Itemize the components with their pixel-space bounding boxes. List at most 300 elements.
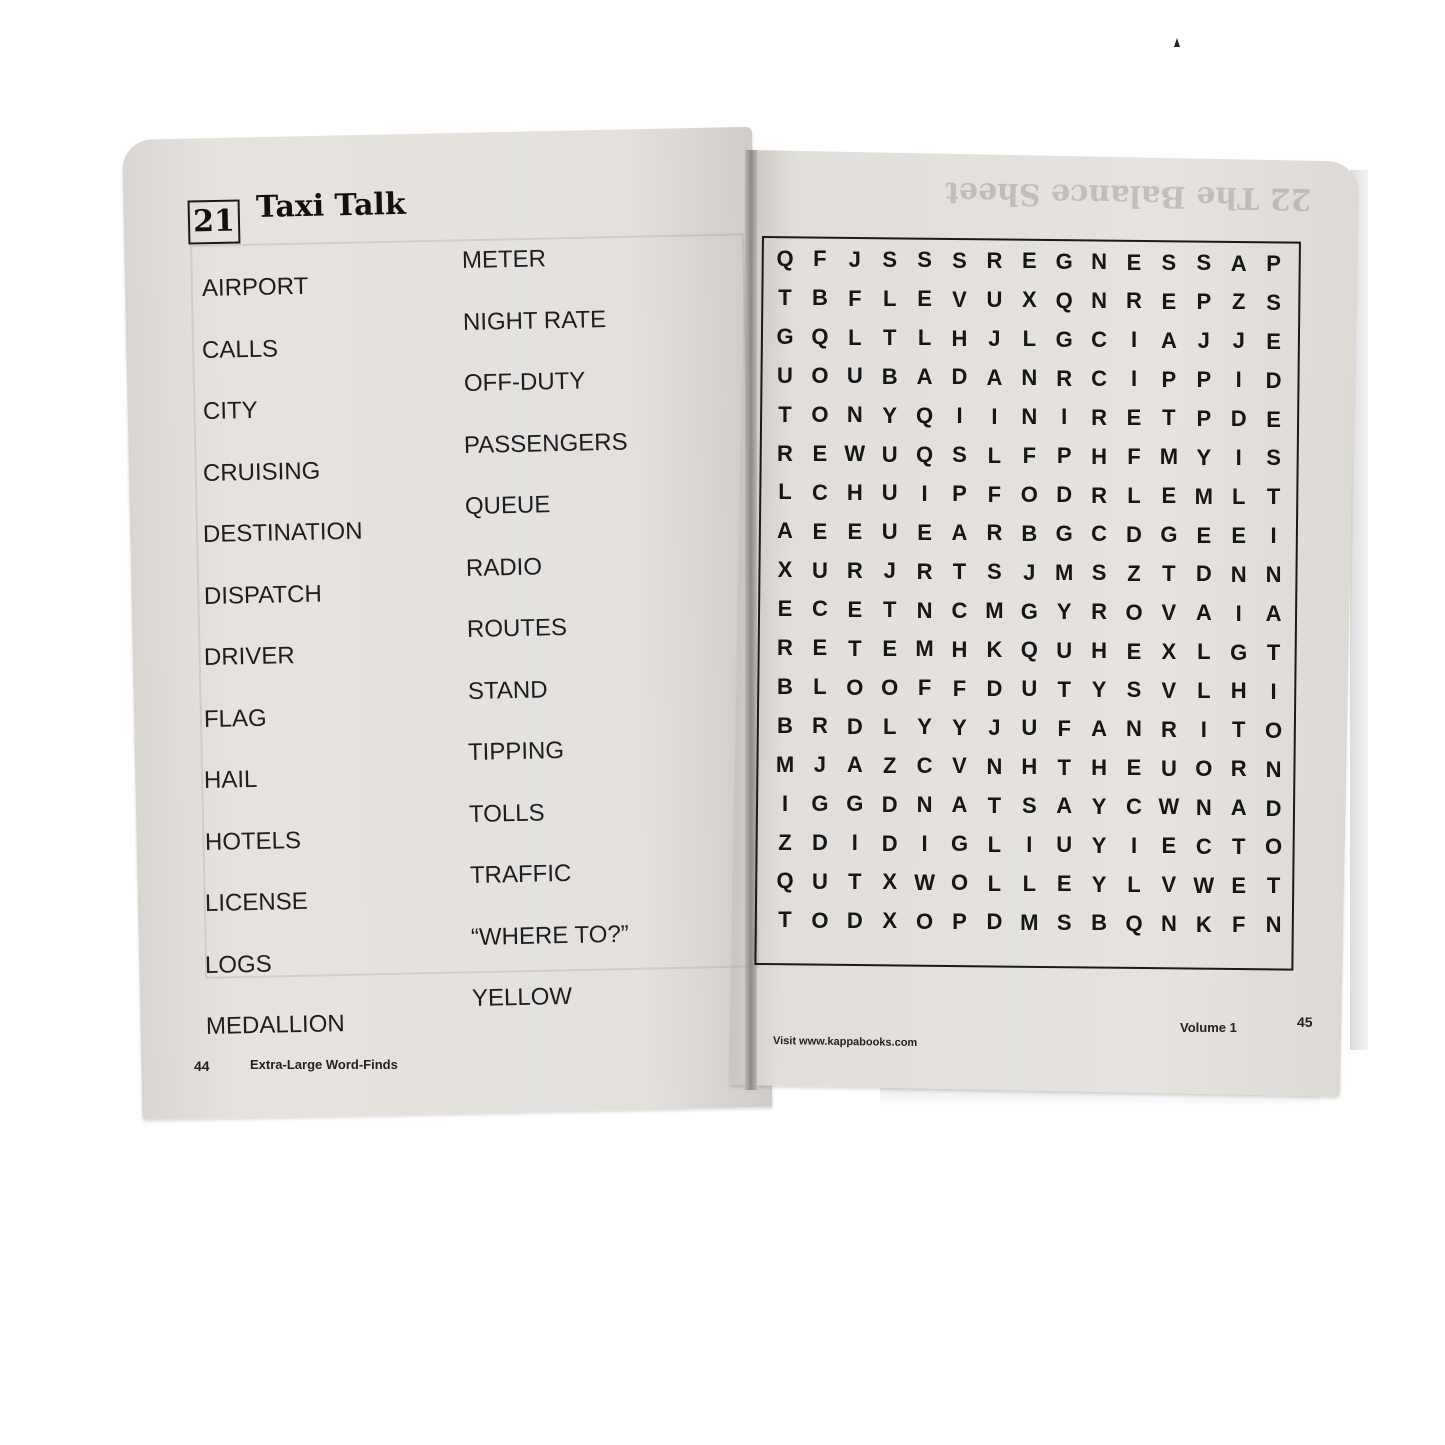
grid-letter: U	[1021, 715, 1038, 741]
volume-footer: Volume 1	[1180, 1020, 1237, 1035]
grid-letter: U	[1056, 832, 1073, 858]
word-item: CALLS	[202, 334, 279, 364]
grid-letter: T	[778, 401, 792, 427]
grid-letter: J	[883, 558, 896, 584]
grid-letter: R	[1056, 365, 1073, 391]
grid-letter: C	[951, 597, 968, 623]
word-item: AIRPORT	[201, 272, 309, 302]
grid-letter: F	[1127, 444, 1141, 469]
grid-letter: H	[951, 636, 968, 662]
word-item: MEDALLION	[205, 1010, 345, 1040]
grid-letter: T	[848, 635, 862, 661]
left-page-number: 44	[194, 1058, 210, 1074]
grid-letter: B	[777, 712, 793, 738]
grid-letter: L	[1197, 678, 1211, 704]
word-item: TOLLS	[468, 798, 546, 828]
grid-letter: F	[917, 675, 932, 701]
grid-letter: L	[1127, 482, 1141, 508]
book-title-footer: Extra-Large Word-Finds	[250, 1057, 398, 1072]
grid-letter: K	[1195, 911, 1212, 937]
grid-letter: G	[811, 790, 829, 816]
word-item: CRUISING	[202, 457, 321, 487]
grid-letter: A	[916, 364, 933, 390]
grid-letter: A	[1195, 600, 1212, 626]
grid-letter: D	[846, 713, 863, 739]
word-item: LOGS	[205, 950, 273, 979]
grid-letter: W	[844, 441, 866, 467]
grid-letter: N	[916, 597, 933, 623]
grid-letter: F	[848, 285, 862, 311]
grid-letter: N	[1091, 288, 1108, 314]
grid-letter: U	[1056, 637, 1073, 663]
grid-letter: N	[1021, 365, 1038, 391]
grid-letter: C	[1091, 326, 1108, 352]
grid-letter: I	[1270, 523, 1277, 549]
grid-letter: L	[882, 713, 897, 739]
grid-letter: A	[951, 792, 968, 818]
grid-letter: Q	[776, 246, 794, 271]
word-item: QUEUE	[464, 491, 551, 520]
grid-letter: E	[812, 518, 828, 544]
grid-letter: Q	[1055, 287, 1073, 313]
grid-letter: N	[1160, 911, 1177, 937]
grid-letter: Y	[917, 714, 932, 740]
grid-letter: I	[1130, 833, 1138, 858]
grid-letter: E	[1266, 328, 1281, 354]
grid-letter: H	[846, 480, 863, 506]
grid-letter: I	[1026, 831, 1033, 857]
grid-letter: T	[1266, 873, 1281, 899]
grid-letter: D	[811, 829, 828, 855]
grid-letter: N	[1126, 716, 1142, 742]
grid-letter: N	[1265, 912, 1282, 938]
grid-letter: S	[1126, 677, 1142, 703]
grid-letter: L	[917, 325, 932, 351]
grid-letter: C	[916, 753, 933, 779]
grid-letter: U	[1160, 755, 1177, 781]
grid-letter: M	[1055, 560, 1074, 585]
grid-letter: O	[916, 908, 934, 934]
grid-letter: E	[847, 596, 863, 622]
grid-letter: I	[781, 790, 789, 816]
grid-letter: Q	[916, 403, 934, 428]
grid-letter: Q	[1125, 910, 1143, 936]
grid-letter: I	[1130, 327, 1138, 353]
grid-letter: R	[1091, 404, 1108, 430]
grid-letter: E	[917, 286, 932, 312]
grid-letter: O	[1265, 717, 1283, 743]
grid-letter: O	[811, 363, 829, 389]
grid-letter: M	[1159, 444, 1179, 470]
grid-letter: E	[1126, 755, 1142, 781]
grid-letter: T	[1162, 561, 1176, 587]
word-item: STAND	[467, 675, 548, 705]
grid-letter: U	[881, 441, 898, 467]
word-item: HOTELS	[204, 826, 301, 856]
grid-letter: V	[1161, 872, 1177, 898]
grid-letter: Q	[811, 324, 829, 350]
grid-letter: E	[1126, 249, 1142, 275]
grid-letter: N	[1265, 756, 1282, 782]
grid-letter: M	[985, 598, 1004, 624]
grid-letter: A	[777, 518, 793, 544]
grid-letter: I	[1270, 678, 1277, 704]
grid-letter: F	[1231, 911, 1246, 937]
word-item: DRIVER	[203, 642, 295, 671]
word-item: CITY	[202, 396, 258, 425]
grid-letter: I	[921, 480, 928, 506]
grid-letter: T	[952, 558, 967, 584]
grid-letter: R	[986, 248, 1003, 274]
grid-letter: T	[1057, 754, 1071, 780]
grid-letter: S	[1056, 910, 1072, 936]
grid-letter: C	[1126, 794, 1142, 820]
grid-letter: N	[1230, 561, 1247, 587]
grid-letter: X	[882, 908, 898, 934]
grid-letter: O	[1265, 834, 1283, 860]
grid-letter: O	[811, 401, 829, 427]
grid-letter: W	[1193, 872, 1215, 898]
grid-letter: O	[1125, 599, 1143, 625]
grid-letter: N	[1091, 249, 1108, 275]
grid-letter: N	[986, 753, 1003, 779]
grid-letter: J	[1232, 328, 1245, 354]
grid-letter: U	[986, 287, 1003, 312]
grid-letter: S	[987, 559, 1002, 585]
word-item: NIGHT RATE	[462, 305, 607, 336]
word-item: PASSENGERS	[464, 428, 629, 459]
grid-letter: Y	[1091, 832, 1107, 858]
grid-letter: R	[1230, 756, 1247, 782]
grid-letter: G	[1230, 639, 1248, 665]
grid-letter: P	[952, 481, 967, 507]
grid-letter: B	[811, 285, 828, 311]
grid-letter: F	[987, 481, 1002, 507]
grid-letter: H	[951, 325, 968, 351]
grid-letter: J	[848, 246, 861, 272]
grid-letter: E	[1196, 522, 1212, 548]
grid-letter: C	[1091, 521, 1108, 547]
grid-letter: P	[1266, 250, 1281, 276]
word-item: ROUTES	[466, 613, 568, 643]
grid-letter: T	[1266, 484, 1281, 510]
grid-letter: Q	[1020, 637, 1038, 663]
grid-letter: N	[1195, 794, 1212, 820]
grid-letter: U	[881, 519, 898, 545]
grid-letter: E	[1021, 248, 1037, 274]
grid-letter: D	[986, 676, 1003, 701]
grid-letter: X	[1021, 287, 1037, 313]
grid-letter: P	[1161, 366, 1177, 392]
grid-letter: J	[1197, 328, 1210, 353]
grid-letter: S	[917, 247, 932, 273]
grid-letter: O	[950, 870, 969, 896]
grid-letter: P	[1056, 443, 1072, 469]
grid-letter: S	[952, 442, 967, 468]
website-footer: Visit www.kappabooks.com	[772, 1034, 918, 1050]
grid-letter: D	[951, 364, 968, 390]
grid-letter: D	[846, 908, 863, 933]
grid-letter: G	[1055, 248, 1073, 274]
grid-letter: L	[848, 324, 862, 350]
grid-letter: C	[1091, 365, 1108, 391]
grid-letter: E	[777, 596, 793, 622]
grid-letter: X	[882, 869, 898, 895]
grid-letter: S	[1266, 445, 1281, 471]
grid-letter: Y	[1091, 871, 1107, 897]
grid-letter: B	[777, 673, 793, 699]
grid-letter: O	[811, 907, 829, 933]
grid-letter: X	[777, 557, 793, 583]
grid-letter: L	[882, 285, 897, 311]
grid-letter: Z	[778, 829, 792, 855]
grid-letter: W	[914, 869, 935, 895]
grid-letter: K	[986, 637, 1003, 663]
grid-letter: U	[777, 362, 793, 388]
grid-letter: R	[1126, 288, 1142, 314]
grid-letter: R	[1091, 599, 1108, 625]
grid-letter: V	[1161, 599, 1177, 625]
grid-letter: L	[987, 870, 1002, 896]
grid-letter: E	[1231, 872, 1247, 898]
word-item: LICENSE	[204, 887, 308, 917]
grid-letter: F	[813, 246, 827, 272]
grid-letter: T	[1162, 405, 1176, 431]
grid-letter: F	[1022, 442, 1037, 468]
grid-letter: J	[1023, 559, 1036, 585]
grid-letter: H	[1021, 754, 1038, 780]
grid-letter: S	[1161, 249, 1177, 275]
grid-letter: I	[1235, 600, 1242, 626]
grid-letter: E	[917, 519, 932, 545]
grid-letter: A	[1160, 327, 1177, 353]
word-item: YELLOW	[471, 982, 572, 1012]
grid-letter: T	[987, 792, 1002, 818]
grid-letter: T	[1266, 639, 1281, 665]
grid-letter: H	[1091, 754, 1108, 780]
word-item: OFF-DUTY	[463, 367, 586, 397]
grid-letter: M	[1194, 483, 1213, 509]
grid-letter: G	[776, 323, 794, 349]
grid-letter: S	[1091, 560, 1107, 586]
grid-letter: P	[1196, 366, 1212, 392]
grid-letter: I	[991, 403, 998, 429]
grid-letter: E	[1161, 483, 1177, 509]
grid-letter: T	[1231, 834, 1246, 860]
word-item: TIPPING	[468, 736, 565, 766]
grid-letter: D	[986, 909, 1003, 935]
grid-letter: E	[1161, 288, 1177, 314]
grid-letter: F	[1057, 715, 1071, 741]
grid-letter: T	[882, 597, 897, 623]
grid-letter: L	[987, 442, 1002, 468]
grid-letter: Y	[1091, 677, 1107, 703]
word-item: DESTINATION	[202, 517, 363, 548]
grid-letter: T	[1057, 676, 1071, 702]
grid-letter: S	[1021, 793, 1037, 819]
grid-letter: I	[1200, 717, 1207, 742]
grid-letter: H	[1091, 638, 1108, 664]
grid-letter: U	[811, 868, 828, 894]
grid-letter: E	[1161, 833, 1177, 859]
grid-letter: N	[846, 402, 863, 428]
grid-letter: A	[986, 364, 1003, 390]
grid-letter: F	[952, 675, 967, 701]
grid-letter: A	[1056, 793, 1073, 819]
grid-letter: J	[988, 325, 1001, 351]
grid-letter: N	[1265, 562, 1282, 588]
grid-letter: E	[1266, 406, 1281, 432]
grid-letter: Z	[1127, 560, 1141, 586]
grid-letter: R	[846, 557, 863, 583]
grid-letter: G	[1055, 326, 1073, 352]
grid-letter: R	[986, 520, 1003, 546]
grid-letter: R	[777, 635, 793, 660]
grid-letter: B	[1021, 520, 1038, 546]
grid-letter: E	[847, 519, 863, 544]
grid-letter: I	[1235, 367, 1242, 393]
grid-letter: Y	[1056, 598, 1072, 624]
grid-letter: N	[1021, 404, 1038, 430]
grid-letter: D	[881, 791, 898, 817]
grid-letter: A	[1265, 601, 1282, 626]
grid-letter: V	[1161, 677, 1177, 703]
word-item: FLAG	[203, 704, 268, 733]
grid-letter: M	[915, 636, 934, 662]
grid-letter: S	[952, 247, 967, 273]
grid-letter: T	[848, 869, 862, 895]
right-page-number: 45	[1297, 1014, 1313, 1030]
grid-letter: T	[778, 907, 792, 933]
grid-letter: D	[1056, 482, 1073, 508]
grid-letter: L	[987, 831, 1002, 857]
grid-letter: E	[812, 635, 828, 661]
grid-letter: G	[846, 791, 864, 817]
show-through-title: 22 The Balance Sheet	[944, 174, 1312, 217]
word-item: DISPATCH	[203, 580, 322, 610]
grid-letter: I	[1235, 445, 1242, 471]
grid-letter: R	[777, 440, 793, 466]
grid-letter: G	[1055, 521, 1073, 547]
puzzle-title: Taxi Talk	[255, 186, 407, 225]
grid-letter: G	[1160, 522, 1178, 548]
grid-letter: U	[881, 480, 898, 506]
grid-letter: O	[846, 674, 864, 700]
grid-letter: U	[846, 363, 863, 389]
grid-letter: T	[1231, 717, 1246, 743]
grid-letter: V	[952, 286, 967, 312]
word-item: HAIL	[204, 765, 259, 794]
grid-letter: T	[882, 324, 897, 350]
grid-letter: L	[1022, 326, 1037, 352]
grid-letter: A	[951, 520, 968, 546]
grid-letter: L	[1127, 871, 1141, 897]
grid-letter: R	[916, 558, 933, 584]
grid-letter: A	[1230, 250, 1247, 276]
grid-letter: L	[813, 674, 827, 700]
grid-letter: D	[1126, 521, 1142, 547]
grid-letter: Q	[776, 868, 794, 894]
speck	[1174, 38, 1180, 47]
grid-letter: M	[1020, 909, 1039, 935]
grid-letter: C	[1195, 833, 1212, 859]
grid-letter: Y	[952, 714, 967, 740]
grid-letter: T	[778, 284, 792, 310]
grid-letter: B	[1091, 910, 1108, 936]
grid-letter: H	[1091, 443, 1108, 469]
grid-letter: L	[1197, 639, 1211, 665]
grid-letter: D	[1265, 367, 1282, 393]
grid-letter: I	[921, 830, 928, 856]
grid-letter: I	[1130, 366, 1138, 392]
grid-letter: R	[1160, 716, 1177, 742]
grid-letter: J	[813, 752, 827, 778]
grid-letter: C	[811, 479, 828, 505]
grid-letter: E	[882, 636, 898, 662]
grid-letter: S	[882, 247, 898, 273]
grid-letter: L	[1022, 870, 1037, 896]
grid-letter: E	[812, 440, 828, 466]
grid-letter: D	[881, 830, 898, 856]
grid-letter: Q	[916, 441, 934, 467]
word-item: RADIO	[465, 552, 543, 582]
grid-letter: A	[1230, 795, 1247, 821]
grid-letter: E	[1126, 638, 1142, 664]
grid-letter: I	[851, 830, 858, 856]
grid-letter: P	[1196, 289, 1212, 315]
word-item: METER	[461, 245, 547, 274]
grid-letter: V	[952, 753, 967, 779]
grid-letter: D	[1230, 406, 1247, 432]
grid-letter: Z	[882, 752, 897, 778]
grid-letter: O	[1195, 755, 1213, 781]
grid-letter: O	[1020, 481, 1038, 507]
word-item: TRAFFIC	[469, 859, 572, 889]
grid-letter: L	[778, 479, 792, 505]
grid-letter: I	[956, 403, 963, 429]
grid-letter: Y	[882, 402, 898, 428]
grid-letter: A	[846, 752, 863, 778]
grid-letter: W	[1158, 794, 1180, 820]
grid-letter: S	[1266, 289, 1281, 315]
grid-letter: G	[1020, 598, 1038, 624]
grid-letter: I	[1061, 404, 1068, 430]
grid-letter: P	[1196, 405, 1212, 431]
grid-letter: M	[775, 751, 795, 777]
grid-letter: R	[1091, 482, 1108, 508]
grid-letter: Y	[1091, 793, 1107, 819]
grid-letter: B	[881, 363, 898, 389]
grid-letter: R	[811, 713, 828, 739]
grid-letter: L	[1231, 483, 1246, 509]
grid-letter: D	[1265, 795, 1282, 821]
grid-letter: J	[988, 714, 1001, 740]
grid-letter: U	[1021, 676, 1038, 702]
grid-letter: D	[1195, 561, 1212, 587]
grid-letter: O	[881, 674, 899, 700]
grid-letter: E	[1056, 871, 1072, 897]
grid-letter: Z	[1231, 289, 1246, 315]
grid-letter: S	[1196, 250, 1212, 276]
grid-letter: C	[811, 596, 828, 622]
grid-letter: X	[1161, 638, 1177, 664]
grid-letter: E	[1126, 405, 1142, 431]
grid-letter: P	[952, 909, 967, 935]
grid-letter: E	[1231, 522, 1247, 548]
grid-letter: U	[811, 557, 828, 583]
word-item: “WHERE TO?”	[470, 920, 629, 951]
grid-letter: G	[950, 831, 969, 857]
